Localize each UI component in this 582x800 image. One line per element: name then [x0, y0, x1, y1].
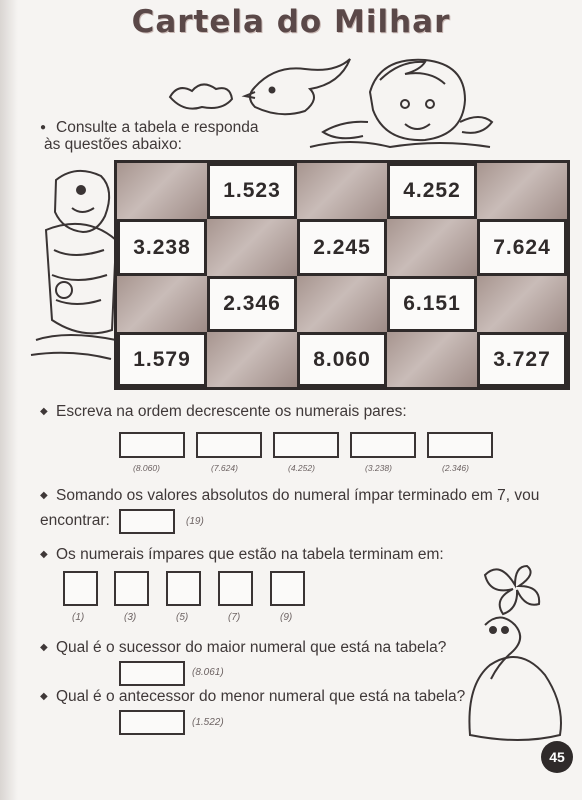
answer-box[interactable]	[273, 432, 339, 458]
answer-hint: (7.624)	[211, 463, 238, 473]
table-cell	[117, 219, 207, 276]
answer-hint: (19)	[186, 516, 204, 527]
table-cell-gray	[207, 332, 297, 387]
question-2-line2: encontrar:	[40, 512, 110, 529]
table-cell	[387, 276, 477, 332]
table-cell	[477, 219, 567, 276]
answer-hint: (7)	[228, 612, 241, 623]
answer-hint: (8.061)	[192, 667, 224, 678]
question-4	[40, 638, 446, 658]
answer-box[interactable]	[119, 509, 175, 534]
table-cell-gray	[387, 219, 477, 276]
diamond-bullet-icon: ◆	[40, 549, 48, 560]
cloud-icon	[170, 84, 232, 108]
table-value: 1.523	[223, 179, 281, 202]
worm-icon	[485, 618, 520, 680]
answer-hint: (4.252)	[288, 463, 315, 473]
table-cell-gray	[477, 163, 567, 219]
bullet-icon: ●	[40, 122, 47, 133]
table-cell-gray	[117, 163, 207, 219]
question-1	[40, 402, 407, 422]
diamond-bullet-icon: ◆	[40, 406, 48, 417]
page-title: Cartela do Milhar	[131, 4, 451, 40]
answer-hint: (1)	[72, 612, 85, 623]
answer-box[interactable]	[114, 571, 149, 606]
table-value: 3.238	[133, 235, 191, 259]
table-cell	[297, 219, 387, 276]
answer-hint: (2.346)	[442, 463, 469, 473]
answer-box[interactable]	[427, 432, 493, 458]
intro-text-1: Consulte a tabela e responda	[56, 119, 259, 136]
table-cell-gray	[297, 276, 387, 332]
answer-box[interactable]	[63, 571, 98, 606]
table-value: 4.252	[403, 179, 461, 202]
page-number: 45	[541, 741, 573, 773]
number-table	[114, 160, 570, 390]
answer-hint: (5)	[176, 612, 189, 623]
answer-hint: (9)	[280, 612, 293, 623]
table-value: 2.346	[223, 292, 281, 315]
table-cell	[297, 332, 387, 387]
table-cell	[207, 276, 297, 332]
question-3	[40, 545, 444, 565]
table-cell-gray	[477, 276, 567, 332]
intro-line2: às questões abaixo:	[44, 136, 182, 153]
table-value: 2.245	[313, 235, 371, 259]
table-cell	[207, 163, 297, 219]
answer-hint: (3)	[124, 612, 137, 623]
table-cell	[477, 332, 567, 387]
answer-hint: (3.238)	[365, 463, 392, 473]
diamond-bullet-icon: ◆	[40, 490, 48, 501]
answer-box[interactable]	[119, 432, 185, 458]
flower-icon	[56, 282, 72, 298]
question-1-text: Escreva na ordem decrescente os numerais pares:	[56, 403, 407, 420]
answer-box[interactable]	[119, 661, 185, 686]
turtle-illustration	[26, 160, 118, 370]
butterfly-icon	[485, 566, 539, 614]
diamond-bullet-icon: ◆	[40, 642, 48, 653]
table-cell-gray	[207, 219, 297, 276]
table-value: 7.624	[493, 235, 551, 259]
table-cell	[117, 332, 207, 387]
table-value: 8.060	[313, 347, 371, 371]
answer-box[interactable]	[166, 571, 201, 606]
table-cell-gray	[387, 332, 477, 387]
table-value: 6.151	[403, 292, 461, 315]
question-5	[40, 687, 465, 707]
page-edge	[0, 0, 18, 800]
bird-and-boy-illustration	[160, 52, 500, 162]
question-2	[40, 486, 539, 506]
answer-hint: (8.060)	[133, 463, 160, 473]
question-5-text: Qual é o antecessor do menor numeral que está na tabela?	[56, 688, 466, 705]
bird-icon	[250, 59, 350, 114]
table-cell-gray	[117, 276, 207, 332]
question-3-text: Os numerais ímpares que estão na tabela terminam em:	[56, 546, 444, 563]
answer-hint: (1.522)	[192, 717, 224, 728]
table-cell-gray	[297, 163, 387, 219]
answer-box[interactable]	[119, 710, 185, 735]
answer-box[interactable]	[350, 432, 416, 458]
rock-icon	[469, 657, 561, 740]
answer-box[interactable]	[270, 571, 305, 606]
table-value: 1.579	[133, 347, 191, 371]
question-4-text: Qual é o sucessor do maior numeral que está na tabela?	[56, 639, 447, 656]
diamond-bullet-icon: ◆	[40, 691, 48, 702]
table-value: 3.727	[493, 347, 551, 371]
answer-box[interactable]	[196, 432, 262, 458]
table-cell	[387, 163, 477, 219]
answer-box[interactable]	[218, 571, 253, 606]
butterfly-and-worm-illustration	[460, 555, 570, 745]
question-2-text: Somando os valores absolutos do numeral ímpar terminado em 7, vou	[56, 487, 540, 504]
